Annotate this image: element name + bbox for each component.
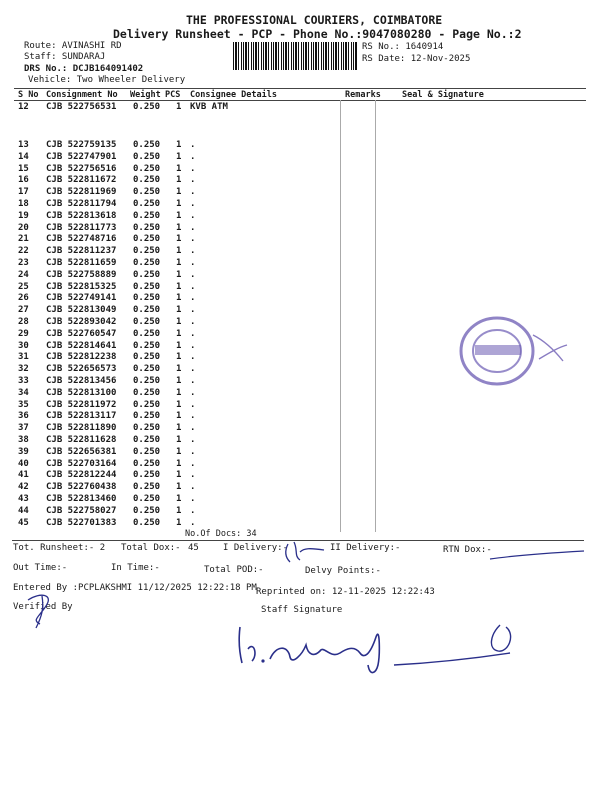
row-det: . [190,517,196,528]
row-cn: CJB 522813618 [46,210,117,221]
row-det: . [190,376,196,386]
row-pcs: 1 [176,246,182,257]
row-cn: CJB 522656381 [46,446,117,457]
row-cn: CJB 522811773 [46,222,117,233]
row-det: . [190,423,196,434]
vehicle-label: Vehicle: Two Wheeler Delivery [28,75,186,85]
row-sno: 21 [18,234,29,245]
row-wt: 0.250 [133,246,161,257]
runsheet-subtitle: Delivery Runsheet - PCP - Phone No.:9047080280 - Page No.:2 [113,27,522,41]
table-row [0,459,600,471]
row-wt: 0.250 [133,435,161,445]
row-wt: 0.250 [133,364,161,375]
row-det: . [190,234,196,245]
row-det: . [190,269,196,280]
total-pod: Total POD:- [204,565,264,575]
table-row [0,470,600,482]
row-pcs: 1 [176,163,182,174]
entered-by: Entered By :PCPLAKSHMI 11/12/2025 12:22:18 PM [13,583,257,593]
row-pcs: 1 [176,187,182,198]
row-cn: CJB 522813460 [46,494,117,504]
return-dox: RTN Dox:- [443,545,492,555]
row-sno: 34 [18,387,29,398]
row-cn: CJB 522815325 [46,281,117,292]
table-row [0,164,600,176]
row-cn: CJB 522813456 [46,376,117,386]
row-cn: CJB 522811794 [46,199,117,209]
row-sno: 28 [18,317,29,327]
col-remarks: Remarks [345,90,381,100]
row-pcs: 1 [176,494,182,504]
row-sno: 29 [18,328,29,339]
row-cn: CJB 522760547 [46,328,117,339]
row-sno: 14 [18,151,29,162]
row-pcs: 1 [176,435,182,445]
row-wt: 0.250 [133,163,161,174]
table-row [0,506,600,518]
row-cn: CJB 522756531 [46,102,117,112]
verifier-signature-icon [20,590,70,630]
table-header-rule [14,100,586,101]
row-wt: 0.250 [133,505,161,516]
row-sno: 40 [18,458,29,469]
row-wt: 0.250 [133,352,161,363]
col-sno: S No [18,90,39,100]
row-sno: 43 [18,494,29,504]
row-pcs: 1 [176,352,182,363]
row-det: . [190,140,196,150]
table-row [0,152,600,164]
row-cn: CJB 522893042 [46,317,117,327]
row-sno: 37 [18,423,29,434]
row-det: . [190,187,196,198]
row-cn: CJB 522811628 [46,435,117,445]
row-pcs: 1 [176,199,182,209]
col-weight: Weight [130,90,161,100]
row-det: . [190,151,196,162]
row-wt: 0.250 [133,317,161,327]
row-wt: 0.250 [133,387,161,398]
table-row [0,258,600,270]
row-det: . [190,470,196,481]
company-stamp-icon [455,305,575,395]
row-det: . [190,281,196,292]
table-row [0,293,600,305]
total-dox-value: 45 [188,543,199,553]
row-cn: CJB 522748716 [46,234,117,245]
col-details: Consignee Details [190,90,277,100]
row-sno: 13 [18,140,29,150]
table-row [0,140,600,152]
row-pcs: 1 [176,140,182,150]
row-sno: 23 [18,258,29,268]
row-pcs: 1 [176,151,182,162]
row-wt: 0.250 [133,210,161,221]
table-row [0,282,600,294]
row-det: . [190,364,196,375]
barcode [233,42,358,70]
row-cn: CJB 522811672 [46,175,117,186]
row-det: . [190,163,196,174]
row-det: . [190,246,196,257]
row-det: . [190,352,196,363]
row-wt: 0.250 [133,376,161,386]
row-det: . [190,411,196,422]
row-pcs: 1 [176,293,182,304]
row-pcs: 1 [176,364,182,375]
row-det: . [190,387,196,398]
row-pcs: 1 [176,258,182,268]
table-row [0,482,600,494]
reprinted-on: Reprinted on: 12-11-2025 12:22:43 [256,587,435,597]
row-wt: 0.250 [133,458,161,469]
row-sno: 39 [18,446,29,457]
staff-signature-tail-icon [390,605,530,675]
row-pcs: 1 [176,317,182,327]
table-row [0,199,600,211]
row-det: KVB ATM [190,102,228,112]
row-sno: 32 [18,364,29,375]
out-time: Out Time:- [13,563,68,573]
row-wt: 0.250 [133,187,161,198]
row-cn: CJB 522814641 [46,340,117,351]
row-cn: CJB 522747901 [46,151,117,162]
table-row [0,447,600,459]
row-pcs: 1 [176,399,182,410]
row-cn: CJB 522813049 [46,305,117,316]
row-sno: 12 [18,102,29,112]
row-wt: 0.250 [133,517,161,528]
row-wt: 0.250 [133,281,161,292]
row-wt: 0.250 [133,234,161,245]
row-wt: 0.250 [133,305,161,316]
table-row [0,175,600,187]
verified-by: Verified By [13,602,73,612]
rs-number: RS No.: 1640914 [362,42,444,52]
row-wt: 0.250 [133,175,161,186]
delivery-tick-icon [280,538,340,568]
row-pcs: 1 [176,305,182,316]
row-pcs: 1 [176,328,182,339]
row-sno: 45 [18,517,29,528]
row-sno: 17 [18,187,29,198]
row-det: . [190,305,196,316]
row-pcs: 1 [176,505,182,516]
staff-label: Staff: SUNDARAJ [24,52,106,62]
row-wt: 0.250 [133,258,161,268]
row-pcs: 1 [176,175,182,186]
row-cn: CJB 522811659 [46,258,117,268]
delivery-points: Delvy Points:- [305,566,381,576]
table-row [0,400,600,412]
row-sno: 27 [18,305,29,316]
staff-signature-icon [230,615,400,680]
row-wt: 0.250 [133,494,161,504]
row-sno: 22 [18,246,29,257]
row-cn: CJB 522811969 [46,187,117,198]
row-wt: 0.250 [133,151,161,162]
row-sno: 16 [18,175,29,186]
row-cn: CJB 522811890 [46,423,117,434]
row-det: . [190,258,196,268]
row-wt: 0.250 [133,446,161,457]
row-wt: 0.250 [133,199,161,209]
row-det: . [190,340,196,351]
table-row [0,211,600,223]
row-cn: CJB 522701383 [46,517,117,528]
table-row [0,435,600,447]
table-row [0,423,600,435]
row-cn: CJB 522759135 [46,140,117,150]
row-sno: 15 [18,163,29,174]
row-sno: 26 [18,293,29,304]
table-row [0,518,600,530]
row-pcs: 1 [176,210,182,221]
row-sno: 31 [18,352,29,363]
col-consignment: Consignment No [46,90,118,100]
table-row [0,494,600,506]
row-pcs: 1 [176,470,182,481]
row-cn: CJB 522811237 [46,246,117,257]
row-sno: 20 [18,222,29,233]
rtn-dox-pen-stroke-icon [488,545,588,565]
table-row [0,411,600,423]
row-cn: CJB 522758027 [46,505,117,516]
row-det: . [190,458,196,469]
row-det: . [190,293,196,304]
rs-date: RS Date: 12-Nov-2025 [362,54,471,64]
row-pcs: 1 [176,517,182,528]
table-row [0,246,600,258]
row-sno: 24 [18,269,29,280]
row-wt: 0.250 [133,423,161,434]
row-pcs: 1 [176,340,182,351]
row-cn: CJB 522758889 [46,269,117,280]
row-wt: 0.250 [133,482,161,493]
table-row [0,223,600,235]
row-pcs: 1 [176,446,182,457]
table-row [0,102,600,114]
row-cn: CJB 522656573 [46,364,117,375]
row-sno: 33 [18,376,29,386]
row-wt: 0.250 [133,470,161,481]
second-delivery: II Delivery:- [330,543,401,553]
row-pcs: 1 [176,269,182,280]
table-top-rule [14,88,586,89]
route-label: Route: AVINASHI RD [24,41,122,51]
row-det: . [190,175,196,186]
row-det: . [190,328,196,339]
row-sno: 19 [18,210,29,221]
drs-number: DRS No.: DCJB164091402 [24,64,144,74]
company-title: THE PROFESSIONAL COURIERS, COIMBATORE [186,13,443,27]
table-row [0,270,600,282]
row-wt: 0.250 [133,140,161,150]
row-pcs: 1 [176,222,182,233]
row-wt: 0.250 [133,222,161,233]
row-cn: CJB 522812238 [46,352,117,363]
row-pcs: 1 [176,387,182,398]
row-wt: 0.250 [133,269,161,280]
row-cn: CJB 522760438 [46,482,117,493]
total-dox-label: Total Dox:- [121,543,181,553]
row-pcs: 1 [176,281,182,292]
row-pcs: 1 [176,458,182,469]
row-cn: CJB 522812244 [46,470,117,481]
row-sno: 35 [18,399,29,410]
row-cn: CJB 522811972 [46,399,117,410]
row-wt: 0.250 [133,102,161,112]
row-sno: 44 [18,505,29,516]
row-sno: 36 [18,411,29,422]
row-sno: 42 [18,482,29,493]
row-wt: 0.250 [133,293,161,304]
row-cn: CJB 522813117 [46,411,117,422]
row-det: . [190,482,196,493]
row-pcs: 1 [176,234,182,245]
row-sno: 25 [18,281,29,292]
row-det: . [190,317,196,327]
row-sno: 30 [18,340,29,351]
row-det: . [190,199,196,209]
row-det: . [190,494,196,504]
row-det: . [190,399,196,410]
row-cn: CJB 522756516 [46,163,117,174]
staff-signature-label: Staff Signature [261,605,343,615]
row-wt: 0.250 [133,399,161,410]
table-row [0,187,600,199]
row-pcs: 1 [176,482,182,493]
row-det: . [190,210,196,221]
row-wt: 0.250 [133,340,161,351]
row-pcs: 1 [176,102,182,112]
no-of-docs: No.Of Docs: 34 [185,529,257,539]
row-pcs: 1 [176,376,182,386]
row-det: . [190,446,196,457]
row-cn: CJB 522749141 [46,293,117,304]
row-wt: 0.250 [133,328,161,339]
row-sno: 41 [18,470,29,481]
first-delivery: I Delivery:- [223,543,289,553]
row-sno: 38 [18,435,29,445]
row-cn: CJB 522813100 [46,387,117,398]
col-pcs: PCS [165,90,181,100]
table-row [0,234,600,246]
row-det: . [190,435,196,445]
row-sno: 18 [18,199,29,209]
row-wt: 0.250 [133,411,161,422]
col-seal: Seal & Signature [402,90,484,100]
in-time: In Time:- [111,563,160,573]
total-runsheet: Tot. Runsheet:- 2 [13,543,106,553]
row-pcs: 1 [176,423,182,434]
row-det: . [190,222,196,233]
row-pcs: 1 [176,411,182,422]
row-cn: CJB 522703164 [46,458,117,469]
row-det: . [190,505,196,516]
